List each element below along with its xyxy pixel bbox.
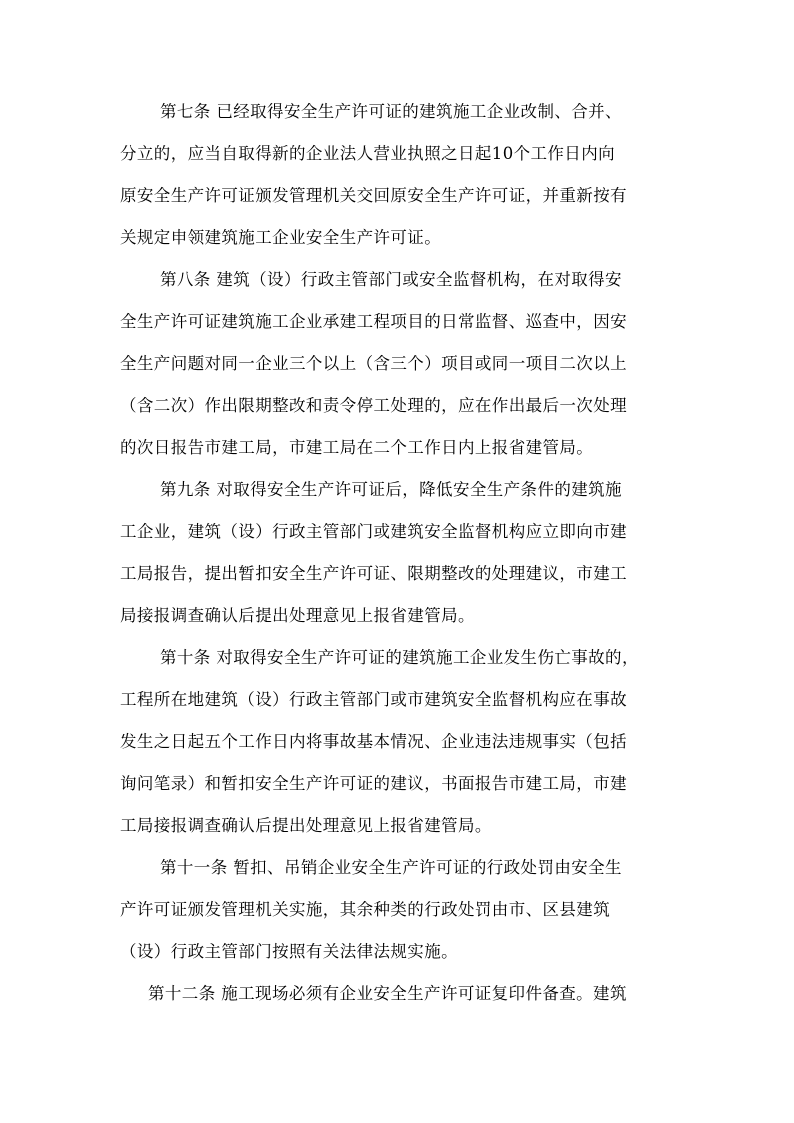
- article-8-line-1: 第八条 建筑（设）行政主管部门或安全监督机构，在对取得安: [160, 270, 622, 289]
- article-7-line-4: 关规定申领建筑施工企业安全生产许可证。: [120, 228, 442, 247]
- article-9-line-2: 工企业，建筑（设）行政主管部门或建筑安全监督机构应立即向市建: [120, 522, 627, 541]
- article-10-line-1: 第十条 对取得安全生产许可证的建筑施工企业发生伤亡事故的，: [160, 648, 639, 667]
- article-7-line-2: 分立的，应当自取得新的企业法人营业执照之日起10个工作日内向: [120, 144, 615, 163]
- article-8-line-4: （含二次）作出限期整改和责令停工处理的，应在作出最后一次处理: [120, 396, 627, 415]
- article-11-line-3: （设）行政主管部门按照有关法律法规实施。: [120, 942, 458, 961]
- article-7-line-3: 原安全生产许可证颁发管理机关交回原安全生产许可证，并重新按有: [120, 186, 627, 205]
- article-10-line-4: 询问笔录）和暂扣安全生产许可证的建议，书面报告市建工局，市建: [120, 774, 627, 793]
- article-9-line-1: 第九条 对取得安全生产许可证后，降低安全生产条件的建筑施: [160, 480, 622, 499]
- article-10-line-5: 工局接报调查确认后提出处理意见上报省建管局。: [120, 816, 492, 835]
- article-11-line-1: 第十一条 暂扣、吊销企业安全生产许可证的行政处罚由安全生: [160, 858, 622, 877]
- article-12-line-1: 第十二条 施工现场必须有企业安全生产许可证复印件备查。建筑: [148, 984, 627, 1003]
- article-10-line-3: 发生之日起五个工作日内将事故基本情况、企业违法违规事实（包括: [120, 732, 627, 751]
- article-9-line-4: 局接报调查确认后提出处理意见上报省建管局。: [120, 606, 475, 625]
- article-8-line-3: 全生产问题对同一企业三个以上（含三个）项目或同一项目二次以上: [120, 354, 627, 373]
- article-9-line-3: 工局报告，提出暂扣安全生产许可证、限期整改的处理建议，市建工: [120, 564, 627, 583]
- article-10-line-2: 工程所在地建筑（设）行政主管部门或市建筑安全监督机构应在事故: [120, 690, 627, 709]
- article-11-line-2: 产许可证颁发管理机关实施，其余种类的行政处罚由市、区县建筑: [120, 900, 611, 919]
- article-7-line-1: 第七条 已经取得安全生产许可证的建筑施工企业改制、合并、: [160, 102, 622, 121]
- article-8-line-5: 的次日报告市建工局，市建工局在二个工作日内上报省建管局。: [120, 438, 594, 457]
- article-8-line-2: 全生产许可证建筑施工企业承建工程项目的日常监督、巡查中，因安: [120, 312, 627, 331]
